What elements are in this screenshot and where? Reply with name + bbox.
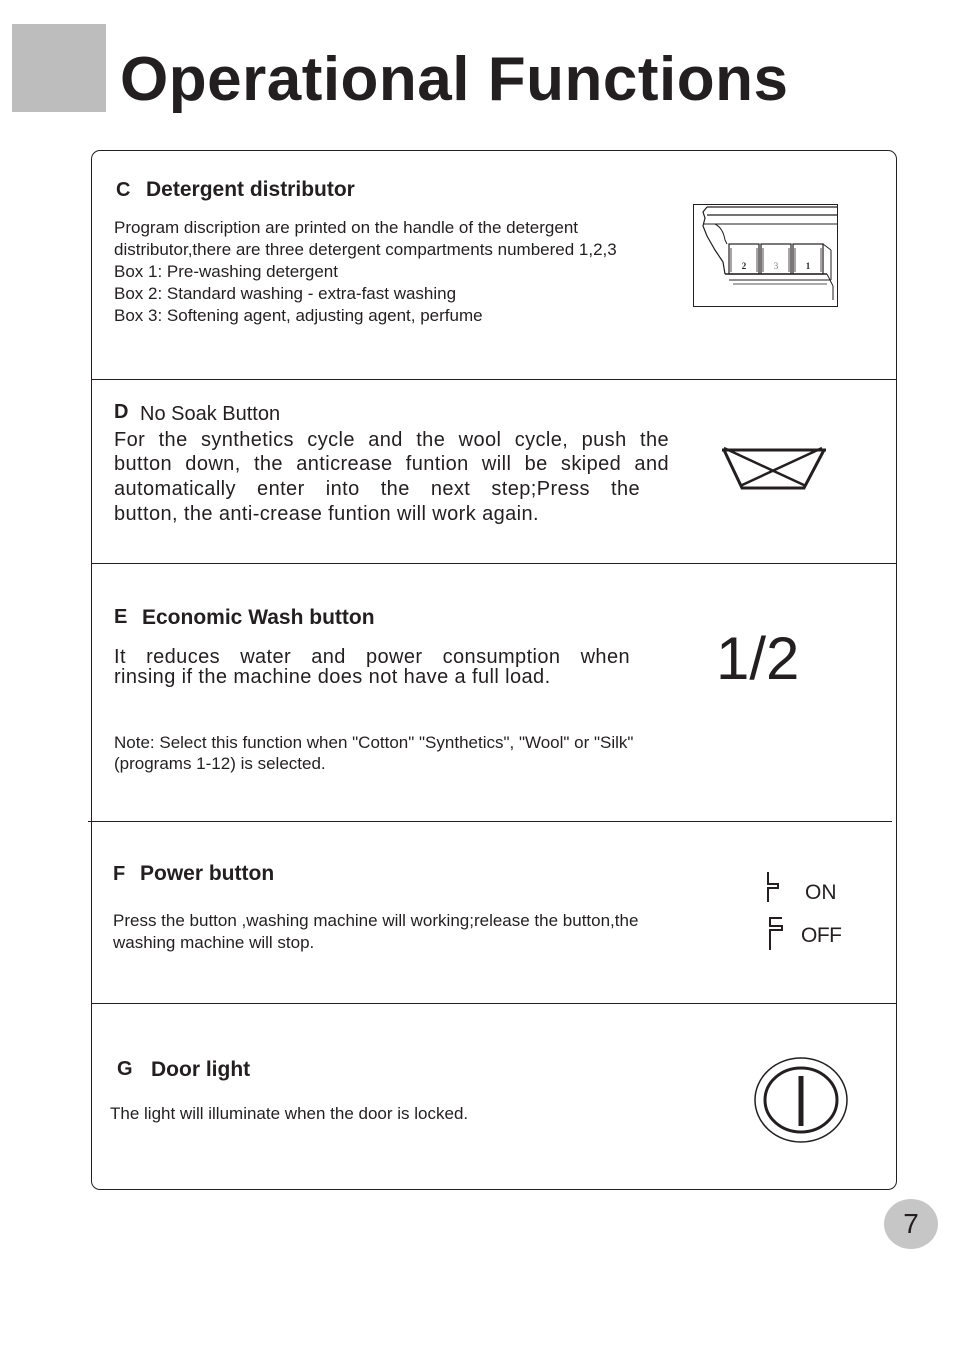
section-g-line-1: The light will illuminate when the door is locked. — [110, 1104, 469, 1123]
power-off-label: OFF — [801, 924, 842, 947]
section-c-line-2: distributor,there are three detergent compartments numbered 1,2,3 — [114, 240, 617, 259]
divider-d-e — [91, 563, 897, 564]
section-letter-g: G — [117, 1058, 133, 1080]
divider-f-g — [91, 1003, 897, 1004]
header-gray-block — [12, 24, 106, 112]
compartment-label-2: 2 — [741, 261, 747, 271]
section-letter-c: C — [116, 179, 131, 201]
no-soak-tub-icon — [718, 442, 830, 494]
section-title-c: Detergent distributor — [146, 178, 355, 201]
divider-c-d — [91, 379, 897, 380]
section-d-line-4: button, the anti-crease funtion will work again. — [114, 503, 539, 525]
page-number-badge: 7 — [884, 1199, 938, 1249]
section-f-line-1: Press the button ,washing machine will working;release the button,the — [113, 911, 639, 930]
section-d-line-2: button down, the anticrease funtion will be skiped and — [114, 453, 669, 475]
half-load-symbol: 1/2 — [716, 625, 800, 692]
compartment-label-1: 1 — [805, 261, 811, 271]
section-e-line-1: It reduces water and power consumption when — [114, 646, 630, 668]
section-d-line-1: For the synthetics cycle and the wool cycle, push the — [114, 429, 669, 451]
detergent-drawer-illustration — [693, 204, 839, 308]
section-title-g: Door light — [151, 1058, 251, 1081]
section-c-line-4: Box 2: Standard washing - extra-fast washing — [114, 284, 457, 303]
section-e-line-2: rinsing if the machine does not have a full load. — [114, 666, 551, 688]
section-c-line-3: Box 1: Pre-washing detergent — [114, 262, 338, 281]
section-c-line-5: Box 3: Softening agent, adjusting agent, perfume — [114, 306, 483, 325]
section-letter-e: E — [114, 606, 128, 628]
section-title-e: Economic Wash button — [142, 606, 375, 629]
power-symbol-icon — [752, 1056, 850, 1144]
divider-e-f — [88, 821, 892, 822]
section-f-line-2: washing machine will stop. — [113, 933, 315, 952]
power-on-label: ON — [805, 881, 837, 904]
section-letter-d: D — [114, 401, 129, 423]
section-c-line-1: Program discription are printed on the handle of the detergent — [114, 218, 579, 237]
section-d-line-3: automatically enter into the next step;Press the — [114, 478, 640, 500]
compartment-label-3: 3 — [773, 261, 779, 271]
section-letter-f: F — [113, 863, 126, 885]
push-button-state-icons — [762, 868, 788, 954]
page-title: Operational Functions — [120, 45, 789, 114]
section-title-d: No Soak Button — [140, 403, 281, 425]
section-title-f: Power button — [140, 862, 275, 885]
section-e-note-line-1: Note: Select this function when "Cotton" "Synthetics", "Wool" or "Silk" — [114, 733, 634, 752]
section-e-note-line-2: (programs 1-12) is selected. — [114, 754, 326, 773]
